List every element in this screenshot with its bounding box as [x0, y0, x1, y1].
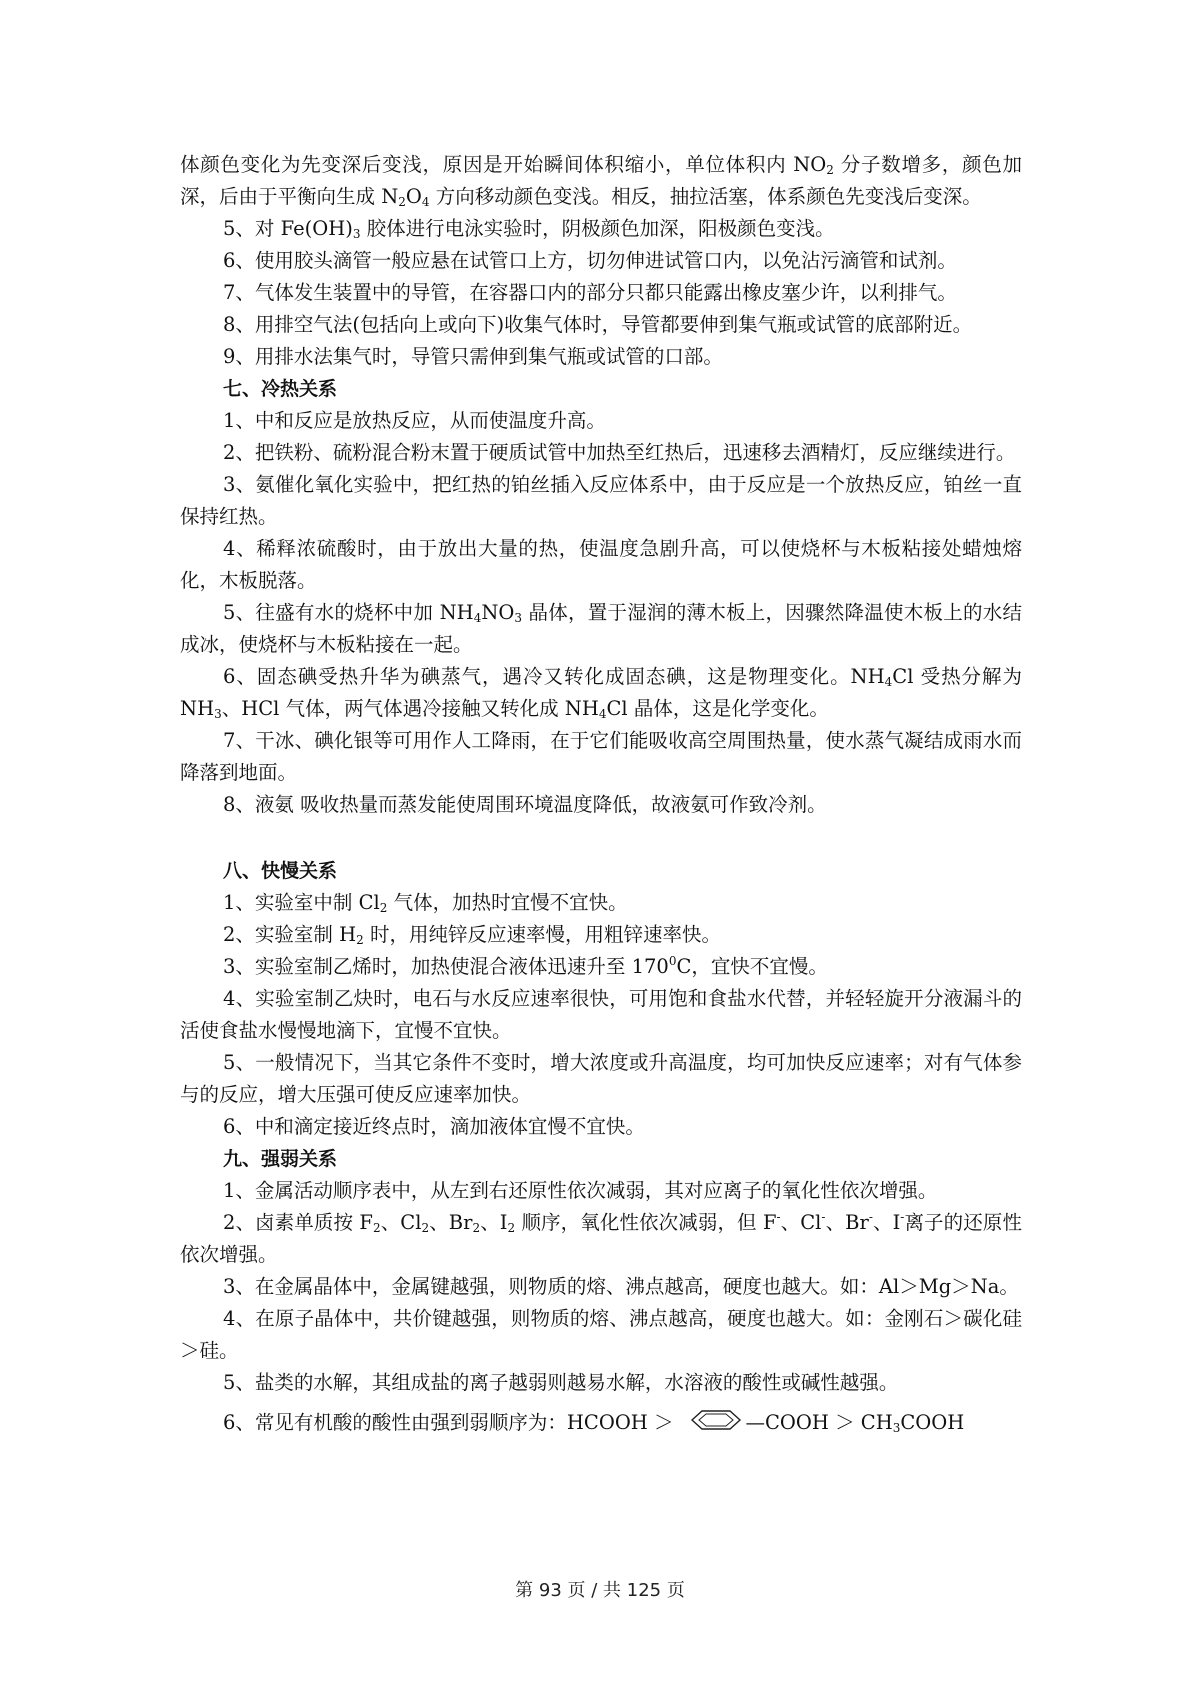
benzene-ring-icon [690, 1409, 742, 1431]
intro-paragraph: 体颜色变化为先变深后变浅，原因是开始瞬间体积缩小，单位体积内 $NO_2$ 分子数增多，颜色加深，后由于平衡向生成 $N_2O_4$ 方向移动颜色变浅。相反，抽拉活塞，体系颜色先变浅后变深。 [180, 153, 1022, 209]
section-7-item-5: 5、往盛有水的烧杯中加 $NH_4NO_3$ 晶体，置于湿润的薄木板上，因骤然降温使木板上的水结成冰，使烧杯与木板粘接在一起。 [180, 601, 1022, 656]
section-9-item-3: 3、在金属晶体中，金属键越强，则物质的熔、沸点越高，硬度也越大。如：Al＞Mg＞Na。 [223, 1275, 1019, 1298]
section-7-item-7: 7、干冰、碘化银等可用作人工降雨，在于它们能吸收高空周围热量，使水蒸气凝结成雨水而降落到地面。 [180, 729, 1022, 784]
list-item-5: 5、对 $Fe(OH)_3$ 胶体进行电泳实验时，阴极颜色加深，阳极颜色变浅。 [223, 217, 835, 241]
section-9-item-5: 5、盐类的水解，其组成盐的离子越弱则越易水解，水溶液的酸性或碱性越强。 [223, 1371, 899, 1394]
section-8-item-5: 5、一般情况下，当其它条件不变时，增大浓度或升高温度，均可加快反应速率；对有气体参与的反应，增大压强可使反应速率加快。 [180, 1051, 1022, 1106]
section-7-heading: 七、冷热关系 [223, 378, 338, 400]
section-8-item-1: 1、实验室中制 $Cl_2$ 气体，加热时宜慢不宜快。 [223, 891, 628, 915]
section-gap [180, 821, 1022, 855]
section-9-item-1: 1、金属活动顺序表中，从左到右还原性依次减弱，其对应离子的氧化性依次增强。 [223, 1179, 938, 1202]
section-7-item-8: 8、液氨 吸收热量而蒸发能使周围环境温度降低，故液氨可作致冷剂。 [223, 793, 827, 816]
page-content [180, 149, 1022, 1439]
section-7-item-6: 6、固态碘受热升华为碘蒸气，遇冷又转化成固态碘，这是物理变化。$NH_4Cl$ 受热分解为 $NH_3$、HCl 气体，两气体遇冷接触又转化成 $NH_4Cl$ 晶体，这是化学变化。 [180, 665, 1022, 721]
section-7-item-3: 3、氨催化氧化实验中，把红热的铂丝插入反应体系中，由于反应是一个放热反应，铂丝一直保持红热。 [180, 473, 1022, 528]
page-footer: 第 93 页 / 共 125 页 [515, 1580, 685, 1601]
section-8-item-3: 3、实验室制乙烯时，加热使混合液体迅速升至 $170^0C$，宜快不宜慢。 [223, 954, 828, 978]
list-item-8: 8、用排空气法(包括向上或向下)收集气体时，导管都要伸到集气瓶或试管的底部附近。 [223, 313, 973, 336]
section-8-item-2: 2、实验室制 $H_2$ 时，用纯锌反应速率慢，用粗锌速率快。 [223, 923, 721, 947]
section-7-item-4: 4、稀释浓硫酸时，由于放出大量的热，使温度急剧升高，可以使烧杯与木板粘接处蜡烛熔化，木板脱落。 [180, 537, 1022, 592]
section-8-item-6: 6、中和滴定接近终点时，滴加液体宜慢不宜快。 [223, 1115, 645, 1138]
section-9-heading: 九、强弱关系 [223, 1148, 338, 1170]
section-7-item-2: 2、把铁粉、硫粉混合粉末置于硬质试管中加热至红热后，迅速移去酒精灯，反应继续进行。 [223, 441, 1016, 464]
list-item-9: 9、用排水法集气时，导管只需伸到集气瓶或试管的口部。 [223, 345, 723, 368]
section-8-heading: 八、快慢关系 [223, 860, 338, 882]
list-item-6: 6、使用胶头滴管一般应悬在试管口上方，切勿伸进试管口内，以免沾污滴管和试剂。 [223, 249, 957, 272]
section-9-item-2: 2、卤素单质按 $F_2$、$Cl_2$、$Br_2$、$I_2$ 顺序，氧化性依次减弱，但 F-、Cl-、Br-、I-离子的还原性依次增强。 [180, 1210, 1022, 1266]
section-9-item-4: 4、在原子晶体中，共价键越强，则物质的熔、沸点越高，硬度也越大。如：金刚石＞碳化硅＞硅。 [180, 1307, 1022, 1362]
list-item-7: 7、气体发生装置中的导管，在容器口内的部分只都只能露出橡皮塞少许，以利排气。 [223, 281, 957, 304]
section-9-item-6: 6、常见有机酸的酸性由强到弱顺序为：HCOOH ＞ —COOH ＞ $CH_3COOH$ [223, 1411, 965, 1435]
section-7-item-1: 1、中和反应是放热反应，从而使温度升高。 [223, 409, 606, 432]
section-8-item-4: 4、实验室制乙炔时，电石与水反应速率很快，可用饱和食盐水代替，并轻轻旋开分液漏斗的活使食盐水慢慢地滴下，宜慢不宜快。 [180, 987, 1022, 1042]
